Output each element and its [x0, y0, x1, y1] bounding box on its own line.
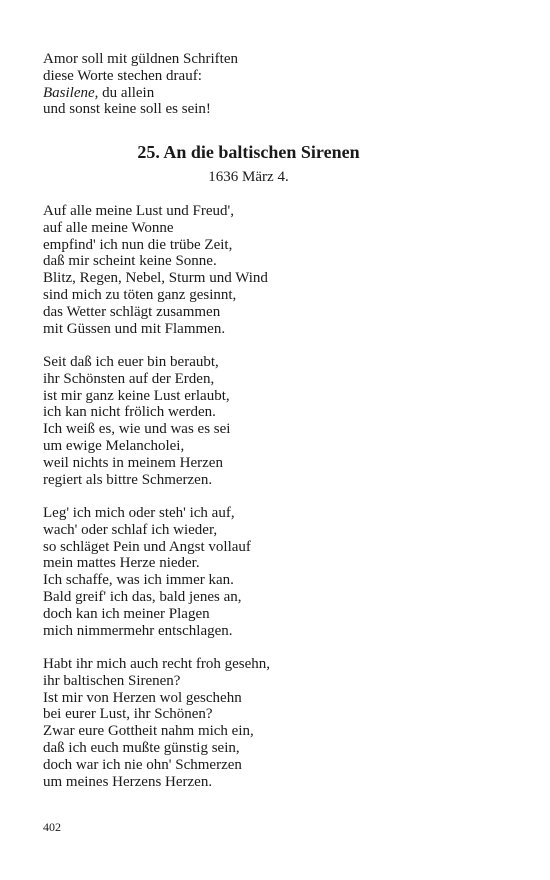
poem-line: das Wetter schlägt zusammen: [43, 303, 221, 320]
poem-stanza-3: [43, 505, 503, 639]
poem-line: Blitz, Regen, Nebel, Sturm und Wind: [43, 270, 268, 287]
poem-line: mich nimmermehr entschlagen.: [43, 622, 233, 639]
poem-line: Zwar eure Gottheit nahm mich ein,: [43, 723, 254, 740]
page-number: 402: [43, 820, 61, 834]
poem-line: diese Worte stechen drauf:: [43, 67, 202, 84]
poem-line: Habt ihr mich auch recht froh gesehn,: [43, 656, 270, 672]
italic-name: Basilene,: [43, 84, 99, 101]
poem-stanza-1: [43, 203, 503, 337]
poem-line: empfind' ich nun die trübe Zeit,: [43, 236, 233, 253]
poem-line: Ich schaffe, was ich immer kan.: [43, 572, 234, 589]
poem-line: Auf alle meine Lust und Freud',: [43, 203, 234, 219]
poem-line: Amor soll mit güldnen Schriften: [43, 51, 238, 67]
poem-line: um meines Herzens Herzen.: [43, 773, 213, 790]
poem-line: doch kan ich meiner Plagen: [43, 605, 210, 622]
poem-line: Bald greif' ich das, bald jenes an,: [43, 588, 242, 605]
poem-line: ihr baltischen Sirenen?: [43, 672, 181, 689]
poem-line: mit Güssen und mit Flammen.: [43, 320, 226, 337]
poem-line: und sonst keine soll es sein!: [43, 101, 211, 118]
poem-date: 1636 März 4.: [208, 169, 289, 185]
poem-line: ich kan nicht frölich werden.: [43, 404, 216, 421]
poem-line: auf alle meine Wonne: [43, 219, 174, 236]
poem-line: ihr Schönsten auf der Erden,: [43, 370, 215, 387]
poem-line: Seit daß ich euer bin beraubt,: [43, 354, 219, 370]
poem-line-rest: du allein: [98, 84, 155, 101]
poem-line: ist mir ganz keine Lust erlaubt,: [43, 387, 230, 404]
poem-line: so schläget Pein und Angst vollauf: [43, 538, 251, 555]
previous-poem-stanza: [43, 51, 503, 118]
poem-line: daß ich euch mußte günstig sein,: [43, 739, 240, 756]
poem-line: Ist mir von Herzen wol geschehn: [43, 689, 242, 706]
poem-title: 25. An die baltischen Sirenen: [137, 142, 360, 162]
poem-line: weil nichts in meinem Herzen: [43, 454, 223, 471]
poem-line: Ich weiß es, wie und was es sei: [43, 421, 231, 438]
poem-line: sind mich zu töten ganz gesinnt,: [43, 286, 237, 303]
poem-line: wach' oder schlaf ich wieder,: [43, 521, 218, 538]
poem-stanza-4: [43, 656, 503, 790]
poem-line: regiert als bittre Schmerzen.: [43, 471, 213, 488]
poem-stanza-2: [43, 354, 503, 488]
poem-line: bei eurer Lust, ihr Schönen?: [43, 706, 213, 723]
poem-line: mein mattes Herze nieder.: [43, 555, 200, 572]
poem-line: um ewige Melancholei,: [43, 437, 185, 454]
poem-line: [43, 85, 503, 102]
poem-line: Leg' ich mich oder steh' ich auf,: [43, 505, 235, 521]
poem-line: doch war ich nie ohn' Schmerzen: [43, 756, 242, 773]
poem-line: daß mir scheint keine Sonne.: [43, 253, 217, 270]
